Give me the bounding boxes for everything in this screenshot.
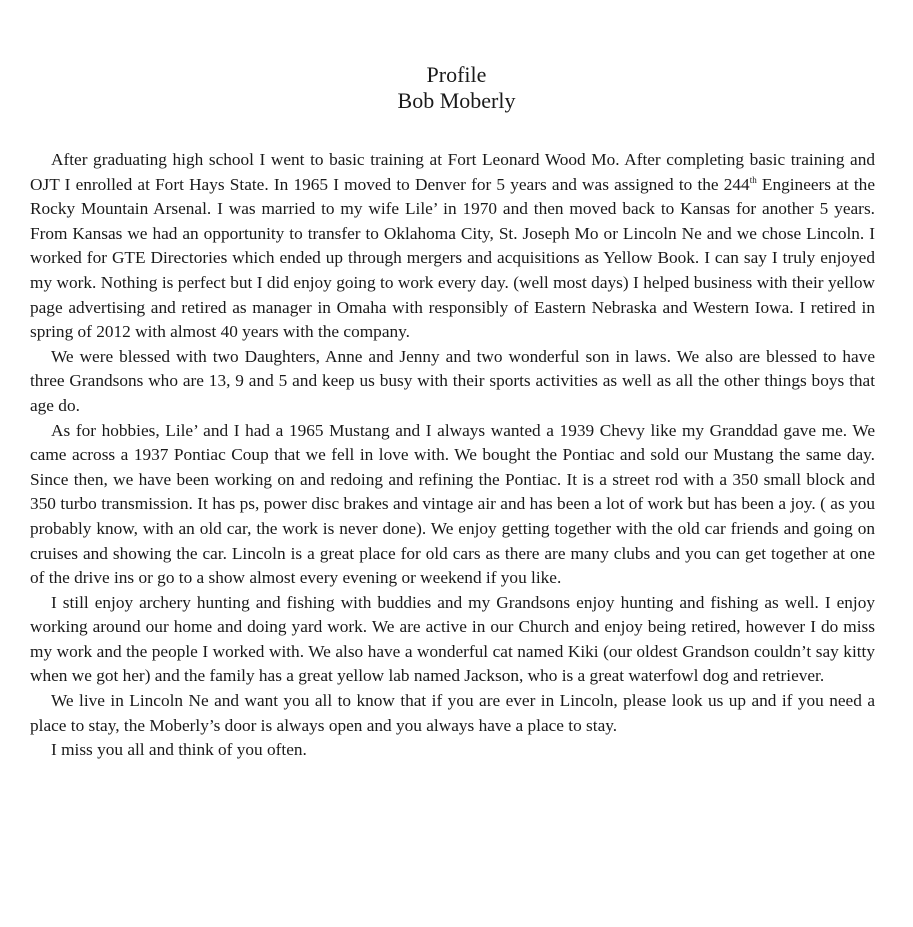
paragraph-career <box>30 148 875 345</box>
paragraph-invitation: We live in Lincoln Ne and want you all to know that if you are ever in Lincoln, please look us up and if you need a place to stay, the Moberly’s door is always open and you always have a place to stay. <box>30 691 875 735</box>
paragraph-outdoors: I still enjoy archery hunting and fishing with buddies and my Grandsons enjoy hunting and fishing as well. I enjoy working around our home and doing yard work. We are active in our Church and enjoy being retired, however I do miss my work and the people I worked with. We also have a wonderful cat named Kiki (our oldest Grandson couldn’t say kitty when we got her) and the family has a great yellow lab named Jackson, who is a great waterfowl dog and retriever. <box>30 592 875 686</box>
paragraph-closing: I miss you all and think of you often. <box>51 740 307 760</box>
paragraph-hobbies: As for hobbies, Lile’ and I had a 1965 Mustang and I always wanted a 1939 Chevy like my Granddad gave me. We came across a 1937 Pontiac Coup that we fell in love with. We bought the Pontiac and sold our Mustang the same day. Since then, we have been working on and redoing and refining the Pontiac. It is a street rod with a 350 small block and 350 turbo transmission. It has ps, power disc brakes and vintage air and has been a lot of work but has been a joy. ( as you probably know, with an old car, the work is never done). We enjoy getting together with the old car friends and going on cruises and showing the car. Lincoln is a great place for old cars as there are many clubs and you can get together at one of the drive ins or go to a show almost every evening or weekend if you like. <box>30 420 875 588</box>
profile-title: Profile <box>426 62 487 87</box>
profile-header <box>0 62 913 114</box>
profile-name: Bob Moberly <box>397 88 516 113</box>
paragraph-family: We were blessed with two Daughters, Anne and Jenny and two wonderful son in laws. We also are blessed to have three Grandsons who are 13, 9 and 5 and keep us busy with their sports activities as well as all the other things boys that age do. <box>30 346 875 415</box>
paragraph-career-part2: Engineers at the Rocky Mountain Arsenal. I was married to my wife Lile’ in 1970 and then moved back to Kansas for another 5 years. From Kansas we had an opportunity to transfer to Oklahoma City, St. Joseph Mo or Lincoln Ne and we chose Lincoln. I worked for GTE Directories which ended up through mergers and acquisitions as Yellow Book. I can say I truly enjoyed my work. Nothing is perfect but I did enjoy going to work every day. (well most days) I helped business with their yellow page advertising and retired as manager in Omaha with responsibly of Eastern Nebraska and Western Iowa. I retired in spring of 2012 with almost 40 years with the company. <box>30 174 875 342</box>
paragraph-career-part1: After graduating high school I went to basic training at Fort Leonard Wood Mo. After completing basic training and OJT I enrolled at Fort Hays State. In 1965 I moved to Denver for 5 years and was assigned to the 244 <box>30 150 875 194</box>
profile-body <box>30 148 875 763</box>
ordinal-suffix: th <box>749 174 757 185</box>
